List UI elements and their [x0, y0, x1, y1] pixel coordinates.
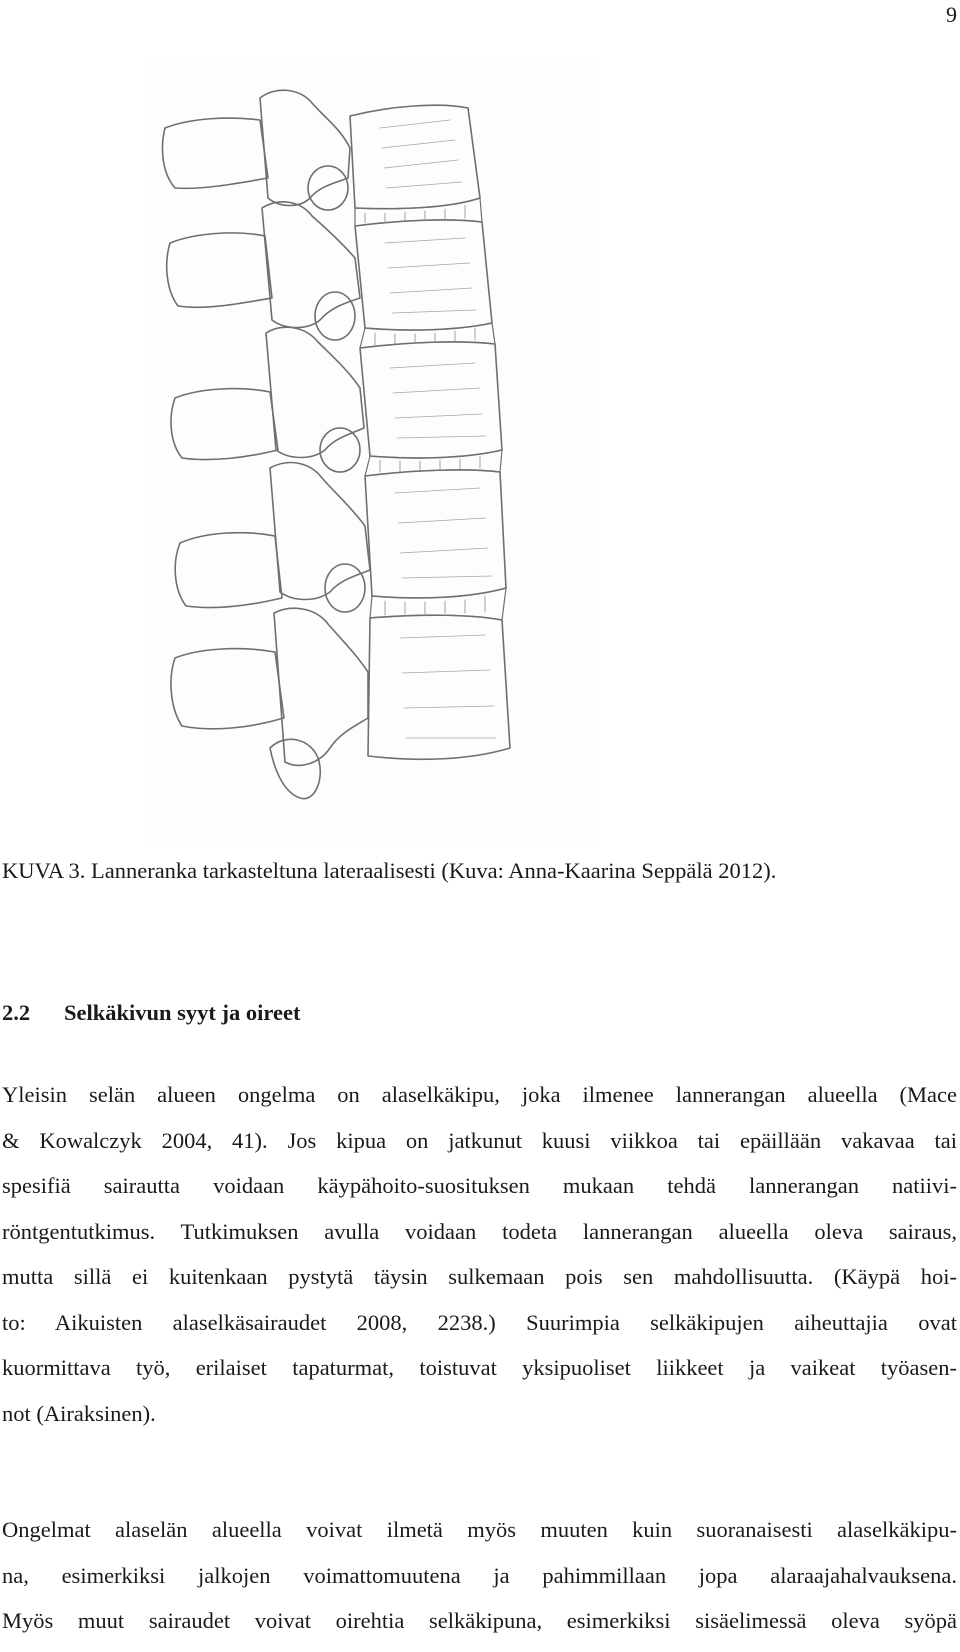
posterior-element-1: [260, 90, 350, 205]
section-title: Selkäkivun syyt ja oireet: [64, 1000, 301, 1025]
section-number: 2.2: [2, 1000, 31, 1025]
page-number: 9: [946, 2, 957, 27]
paragraph-line: Myös muut sairaudet voivat oirehtia selkäkipuna, esimerkiksi sisäelimessä oleva syöpä: [2, 1608, 957, 1633]
lumbar-spine-drawing: [150, 58, 600, 848]
vertebral-body-2: [355, 220, 492, 330]
posterior-element-4: [270, 463, 370, 600]
foramen-2: [315, 292, 355, 340]
paragraph-line: Yleisin selän alueen ongelma on alaselkäkipu, joka ilmenee lannerangan alueella (Mace: [2, 1082, 957, 1107]
paragraph-line: na, esimerkiksi jalkojen voimattomuutena ja pahimmillaan jopa alaraajahalvauksena.: [2, 1562, 957, 1588]
paragraph-line: spesifiä sairautta voidaan käypähoito-suosituksen mukaan tehdä lannerangan natiivi-: [2, 1173, 957, 1198]
paragraph-line: röntgentutkimus. Tutkimuksen avulla voidaan todeta lannerangan alueella oleva sairaus,: [2, 1218, 957, 1244]
vertebral-body-3: [360, 342, 502, 458]
paragraph-line: Ongelmat alaselän alueella voivat ilmetä myös muuten kuin suoranaisesti alaselkäkipu-: [2, 1517, 957, 1542]
paragraph-2: [2, 1515, 957, 1652]
disc-1: [355, 198, 482, 226]
sacral-fragment: [270, 739, 320, 798]
paragraph-line: kuormittava työ, erilaiset tapaturmat, toistuvat yksipuoliset liikkeet ja vaikeat työasen-: [2, 1355, 957, 1380]
spinous-process-5: [171, 649, 284, 729]
paragraph-1: [2, 1080, 957, 1444]
disc-3: [365, 450, 502, 476]
foramen-1: [308, 166, 348, 210]
paragraph-line: to: Aikuisten alaselkäsairaudet 2008, 2238.) Suurimpia selkäkipujen aiheuttajia ovat: [2, 1309, 957, 1335]
paragraph-line: not (Airaksinen).: [2, 1400, 156, 1426]
lumbar-spine-illustration: [150, 58, 600, 848]
disc-4: [370, 588, 506, 620]
spinous-process-2: [167, 233, 272, 307]
vertebral-body-4: [365, 470, 506, 598]
spinous-process-1: [162, 118, 268, 188]
section-heading: [2, 1000, 300, 1026]
paragraph-line: & Kowalczyk 2004, 41). Jos kipua on jatkunut kuusi viikkoa tai epäillään vakavaa tai: [2, 1127, 957, 1153]
posterior-element-5: [274, 608, 368, 765]
foramen-4: [325, 564, 365, 612]
posterior-element-3: [266, 327, 364, 457]
spinous-process-4: [175, 533, 282, 608]
figure-caption: KUVA 3. Lanneranka tarkasteltuna lateraalisesti (Kuva: Anna-Kaarina Seppälä 2012).: [2, 858, 777, 883]
posterior-element-2: [262, 202, 360, 328]
paragraph-line: mutta sillä ei kuitenkaan pystytä täysin sulkemaan pois sen mahdollisuutta. (Käypä hoi-: [2, 1264, 957, 1289]
spinous-process-3: [171, 389, 278, 460]
vertebral-body-1: [350, 105, 480, 209]
